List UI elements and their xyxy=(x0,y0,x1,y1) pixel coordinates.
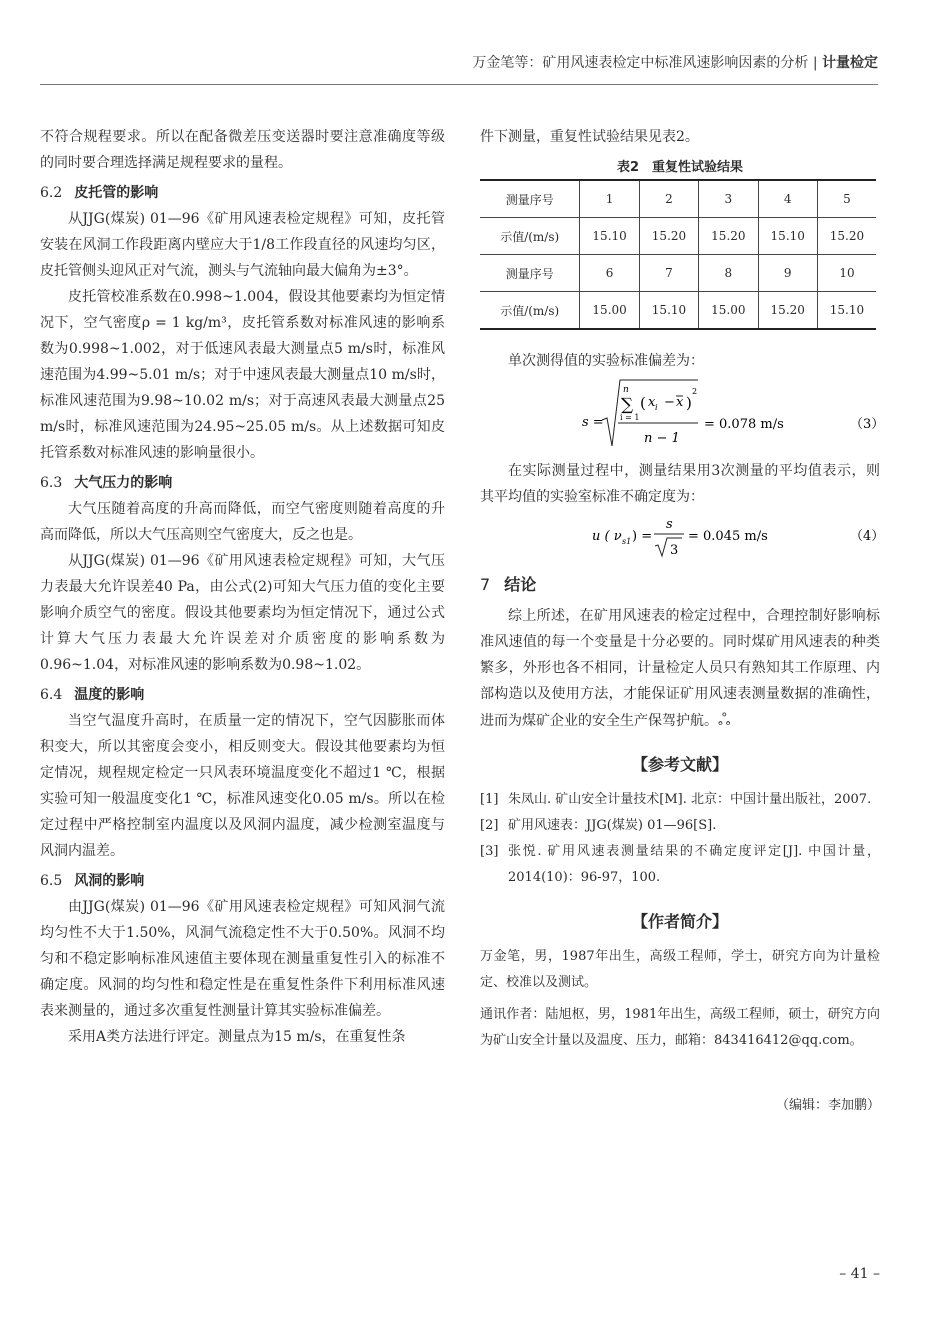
corresponding-author-bio: 通讯作者：陆旭枢，男，1981年出生，高级工程师，硕士，研究方向为矿山安全计量以及温度、压力，邮箱：843416412@qq.com。 xyxy=(480,1007,880,1048)
paragraph: 皮托管校准系数在0.998~1.004，假设其他要素均为恒定情况下，空气密度ρ = 1 kg/m³，皮托管系数对标准风速的影响系数为0.998~1.002，对于低速风表最大测量点5 m/s时，标准风速范围为4.99~5.01 m/s；对于中速风表最大测量点10 m/s时，标准风速范围为9.98~10.02 m/s；对于高速风表最大测量点25 m/s时，标准风速范围为24.95~25.05 m/s。从上述数据可知皮托管系数对标准风速的影响量很小。 xyxy=(40,289,445,461)
table-row: 测量序号 1 2 3 4 5 xyxy=(480,180,876,218)
svg-text:i = 1: i = 1 xyxy=(620,413,640,422)
clover-end-mark-icon: ஃ xyxy=(718,710,731,729)
repeatability-table xyxy=(480,179,876,330)
svg-text:s =: s = xyxy=(582,415,604,430)
references-heading: 【参考文献】 xyxy=(631,755,728,774)
svg-text:= 0.078 m/s: = 0.078 m/s xyxy=(704,417,784,432)
running-header: 万金笔等：矿用风速表检定中标准风速影响因素的分析 | 计量检定 xyxy=(472,55,878,71)
paragraph: 由JJG(煤炭) 01—96《矿用风速表检定规程》可知风洞气流均匀性不大于1.50%，风洞气流稳定性不大于0.50%。风洞不均匀和不稳定影响标准风速值主要体现在测量重复性引入的标准不确定度。风洞的均匀性和稳定性是在重复性条件下利用标准风速表来测量的，通过多次重复性测量计算其实验标准偏差。 xyxy=(40,899,445,1019)
paragraph: 采用A类方法进行评定。测量点为15 m/s，在重复性条 xyxy=(68,1029,406,1045)
svg-text:): ) xyxy=(686,394,692,412)
svg-text:s: s xyxy=(666,517,673,532)
intro-paragraph: 不符合规程要求。所以在配备微差压变送器时要注意准确度等级的同时要合理选择满足规程要求的量程。 xyxy=(40,129,445,171)
paragraph: 大气压随着高度的升高而降低，而空气密度则随着高度的升高而降低，所以大气压高则空气密度大，反之也是。 xyxy=(40,501,445,543)
right-column xyxy=(480,124,885,1113)
svg-text:u ( ν: u ( ν xyxy=(592,529,622,544)
formula-4 xyxy=(480,510,885,562)
author-heading: 【作者简介】 xyxy=(631,912,728,931)
conclusion-paragraph: 综上所述，在矿用风速表的检定过程中，合理控制好影响标准风速值的每一个变量是十分必要的。同时煤矿用风速表的种类繁多，外形也各不相同，计量检定人员只有熟知其工作原理、内部构造以及使用方法，才能保证矿用风速表测量数据的准确性，进而为煤矿企业的安全生产保驾护航。ஃ xyxy=(480,608,880,729)
svg-text:（4）: （4） xyxy=(850,529,885,544)
formula-3-graphic xyxy=(480,374,885,458)
editor-note: （编辑：李加鹏） xyxy=(775,1098,880,1113)
svg-text:−: − xyxy=(664,395,675,410)
table-caption: 表2 重复性试验结果 xyxy=(616,160,744,175)
left-column xyxy=(40,124,445,1050)
formula-4-graphic xyxy=(480,510,885,562)
svg-text:x: x xyxy=(676,395,684,410)
continued-paragraph: 件下测量，重复性试验结果见表2。 xyxy=(480,129,699,145)
paragraph: 单次测得值的实验标准偏差为： xyxy=(508,353,704,369)
svg-text:2: 2 xyxy=(692,387,698,396)
table-row: 示值/(m/s) 15.10 15.20 15.20 15.10 15.20 xyxy=(480,218,876,255)
paragraph: 从JJG(煤炭) 01—96《矿用风速表检定规程》可知，大气压力表最大允许误差40 Pa，由公式(2)可知大气压力值的变化主要影响介质空气的密度。假设其他要素均为恒定情况下，通过公式计算大气压力表最大允许误差对介质密度的影响系数为0.96~1.04，对标准风速的影响系数为0.98~1.02。 xyxy=(40,553,445,673)
svg-text:3: 3 xyxy=(670,543,679,558)
table-row: 测量序号 6 7 8 9 10 xyxy=(480,255,876,292)
section-label: 计量检定 xyxy=(822,55,878,71)
page-number: – 41 – xyxy=(839,1266,880,1282)
svg-text:n: n xyxy=(623,385,629,395)
svg-text:n − 1: n − 1 xyxy=(644,431,680,446)
section-heading-7: 7 结论 xyxy=(480,575,537,594)
table-row: 示值/(m/s) 15.00 15.10 15.00 15.20 15.10 xyxy=(480,292,876,330)
svg-text:= 0.045 m/s: = 0.045 m/s xyxy=(688,529,768,544)
svg-text:x: x xyxy=(648,395,656,410)
svg-text:∑: ∑ xyxy=(621,395,634,415)
section-heading-6-4: 6.4 温度的影响 xyxy=(40,687,145,703)
reference-item: [2] 矿用风速表：JJG(煤炭) 01—96[S]. xyxy=(480,818,717,833)
svg-text:（3）: （3） xyxy=(850,417,885,432)
svg-text:i: i xyxy=(655,403,658,412)
formula-3 xyxy=(480,374,885,458)
paragraph: 从JJG(煤炭) 01—96《矿用风速表检定规程》可知，皮托管安装在风洞工作段距离内壁应大于1/8工作段直径的风速均匀区，皮托管侧头迎风正对气流，测头与气流轴向最大偏角为±3°。 xyxy=(40,211,445,279)
svg-text:s1: s1 xyxy=(622,537,632,546)
paragraph: 在实际测量过程中，测量结果用3次测量的平均值表示，则其平均值的实验室标准不确定度为： xyxy=(480,463,880,505)
svg-text:(: ( xyxy=(640,394,646,412)
svg-text:) =: ) = xyxy=(632,529,653,544)
reference-item: [1] 朱凤山. 矿山安全计量技术[M]. 北京：中国计量出版社，2007. xyxy=(480,792,872,807)
section-heading-6-3: 6.3 大气压力的影响 xyxy=(40,475,173,491)
header-rule xyxy=(40,84,878,85)
section-heading-6-5: 6.5 风洞的影响 xyxy=(40,873,145,889)
reference-item: [3] 张悦. 矿用风速表测量结果的不确定度评定[J]. 中国计量，2014(10)：96-97，100. xyxy=(480,844,880,885)
author-bio: 万金笔，男，1987年出生，高级工程师，学士，研究方向为计量检定、校准以及测试。 xyxy=(480,949,880,990)
paragraph: 当空气温度升高时，在质量一定的情况下，空气因膨胀而体积变大，所以其密度会变小，相反则变大。假设其他要素均为恒定情况，规程规定检定一只风表环境温度变化不超过1 ℃，根据实验可知一般温度变化1 ℃，标准风速变化0.05 m/s。所以在检定过程中严格控制室内温度以及风洞内温度，减少检测室温度与风洞内温差。 xyxy=(40,713,445,859)
running-title: 万金笔等：矿用风速表检定中标准风速影响因素的分析 xyxy=(472,55,809,71)
section-heading-6-2: 6.2 皮托管的影响 xyxy=(40,185,159,201)
